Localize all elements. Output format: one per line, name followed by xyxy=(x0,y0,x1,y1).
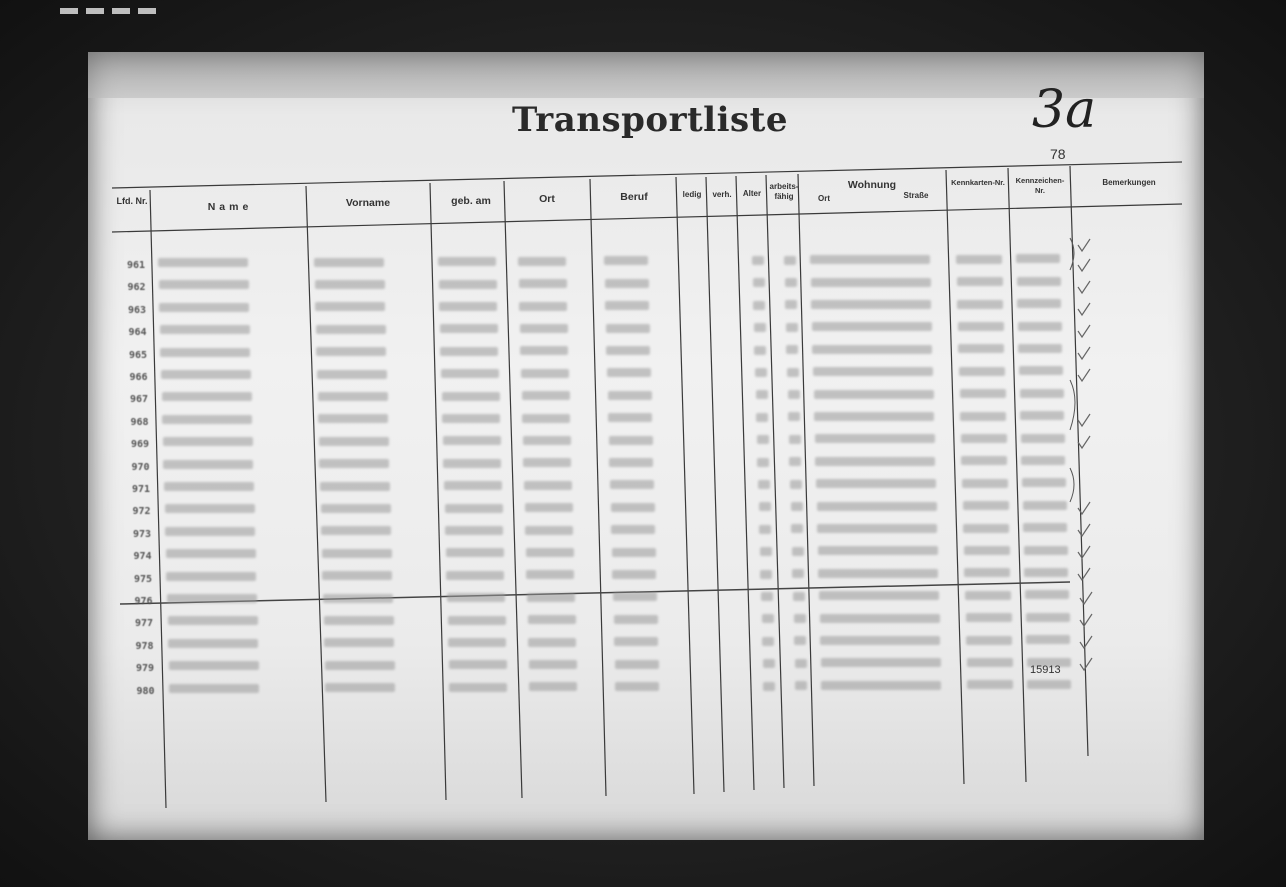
illegible-cell xyxy=(321,526,391,535)
illegible-cell xyxy=(606,346,650,355)
illegible-cell xyxy=(793,592,805,601)
illegible-cell xyxy=(818,546,938,555)
illegible-cell xyxy=(791,524,803,533)
row-number: 964 xyxy=(128,327,147,339)
illegible-cell xyxy=(612,548,656,557)
illegible-cell xyxy=(442,392,500,401)
illegible-cell xyxy=(320,482,390,491)
illegible-cell xyxy=(525,526,573,535)
illegible-cell xyxy=(788,390,800,399)
illegible-cell xyxy=(527,593,575,602)
illegible-cell xyxy=(526,548,574,557)
illegible-cell xyxy=(319,459,389,468)
illegible-cell xyxy=(810,255,930,264)
illegible-cell xyxy=(162,392,252,401)
illegible-cell xyxy=(1020,389,1064,398)
illegible-cell xyxy=(821,658,941,667)
row-number: 965 xyxy=(128,349,148,361)
illegible-cell xyxy=(1018,322,1062,331)
illegible-cell xyxy=(795,659,807,668)
illegible-cell xyxy=(792,569,804,578)
illegible-cell xyxy=(325,661,395,670)
illegible-cell xyxy=(816,479,936,488)
illegible-cell xyxy=(795,681,807,690)
row-number: 976 xyxy=(134,596,153,607)
illegible-cell xyxy=(163,437,253,446)
illegible-cell xyxy=(752,256,764,265)
illegible-cell xyxy=(967,658,1013,667)
illegible-cell xyxy=(615,660,659,669)
illegible-cell xyxy=(314,258,384,267)
illegible-cell xyxy=(1021,456,1065,465)
illegible-cell xyxy=(811,300,931,309)
header-vorname: Vorname xyxy=(345,197,391,209)
header-geb-am: geb. am xyxy=(451,195,491,207)
illegible-cell xyxy=(811,278,931,287)
illegible-cell xyxy=(519,279,567,288)
row-number: 978 xyxy=(135,640,154,652)
row-number: 967 xyxy=(129,394,149,406)
illegible-cell xyxy=(1027,680,1071,689)
illegible-cell xyxy=(961,434,1007,443)
illegible-cell xyxy=(524,481,572,490)
illegible-cell xyxy=(164,482,254,491)
illegible-cell xyxy=(758,480,770,489)
illegible-cell xyxy=(322,549,392,558)
illegible-cell xyxy=(440,347,498,356)
illegible-cell xyxy=(1023,501,1067,510)
illegible-cell xyxy=(610,480,654,489)
row-number: 961 xyxy=(126,260,146,271)
illegible-cell xyxy=(166,549,256,558)
illegible-cell xyxy=(759,525,771,534)
illegible-cell xyxy=(520,324,568,333)
illegible-cell xyxy=(325,683,395,692)
illegible-cell xyxy=(449,683,507,692)
illegible-cell xyxy=(168,616,258,625)
illegible-cell xyxy=(614,637,658,646)
illegible-cell xyxy=(757,435,769,444)
illegible-cell xyxy=(790,480,802,489)
row-number: 972 xyxy=(132,506,151,518)
illegible-cell xyxy=(964,568,1010,577)
illegible-cell xyxy=(785,278,797,287)
illegible-cell xyxy=(441,369,499,378)
illegible-cell xyxy=(324,616,394,625)
header-ledig: ledig xyxy=(682,190,702,199)
illegible-cell xyxy=(605,301,649,310)
illegible-cell xyxy=(1019,366,1063,375)
row-number: 968 xyxy=(130,416,149,428)
illegible-cell xyxy=(812,322,932,331)
illegible-cell xyxy=(522,414,570,423)
illegible-cell xyxy=(440,324,498,333)
illegible-cell xyxy=(788,412,800,421)
header-wohnung-ort: Ort xyxy=(818,194,830,203)
illegible-cell xyxy=(1024,568,1068,577)
header-beruf: Beruf xyxy=(620,191,648,203)
illegible-cell xyxy=(1023,523,1067,532)
illegible-cell xyxy=(815,457,935,466)
illegible-cell xyxy=(763,659,775,668)
illegible-cell xyxy=(445,504,503,513)
row-number: 973 xyxy=(132,528,152,540)
row-number: 962 xyxy=(127,282,146,294)
illegible-cell xyxy=(1017,277,1061,286)
illegible-cell xyxy=(753,278,765,287)
illegible-cell xyxy=(962,479,1008,488)
illegible-cell xyxy=(165,504,255,513)
illegible-cell xyxy=(160,325,250,334)
illegible-cell xyxy=(763,682,775,691)
illegible-cell xyxy=(324,638,394,647)
illegible-cell xyxy=(613,592,657,601)
illegible-cell xyxy=(522,391,570,400)
header-name: Name xyxy=(207,201,253,213)
illegible-cell xyxy=(609,458,653,467)
illegible-cell xyxy=(1026,613,1070,622)
header-lfd-nr: Lfd. Nr. xyxy=(116,196,148,206)
header-alter: Alter xyxy=(742,189,762,198)
illegible-cell xyxy=(162,415,252,424)
illegible-cell xyxy=(1025,590,1069,599)
illegible-cell xyxy=(607,368,651,377)
illegible-cell xyxy=(439,280,497,289)
illegible-cell xyxy=(163,460,253,469)
illegible-cell xyxy=(789,457,801,466)
illegible-cell xyxy=(523,436,571,445)
illegible-cell xyxy=(1020,411,1064,420)
illegible-cell xyxy=(323,594,393,603)
illegible-cell xyxy=(529,660,577,669)
illegible-cell xyxy=(443,436,501,445)
illegible-cell xyxy=(165,527,255,536)
illegible-cell xyxy=(521,369,569,378)
illegible-cell xyxy=(161,370,251,379)
illegible-cell xyxy=(966,613,1012,622)
illegible-cell xyxy=(438,257,496,266)
illegible-cell xyxy=(791,502,803,511)
illegible-cell xyxy=(315,302,385,311)
illegible-cell xyxy=(794,636,806,645)
row-number: 969 xyxy=(130,439,150,451)
illegible-cell xyxy=(786,323,798,332)
illegible-cell xyxy=(166,572,256,581)
illegible-cell xyxy=(753,301,765,310)
illegible-cell xyxy=(960,389,1006,398)
header-arbeitsfaehig: arbeits-fähig xyxy=(769,182,799,201)
illegible-cell xyxy=(1026,635,1070,644)
illegible-cell xyxy=(961,456,1007,465)
illegible-cell xyxy=(439,302,497,311)
illegible-cell xyxy=(1022,478,1066,487)
illegible-cell xyxy=(957,300,1003,309)
illegible-cell xyxy=(614,615,658,624)
illegible-cell xyxy=(762,637,774,646)
illegible-cell xyxy=(964,546,1010,555)
illegible-cell xyxy=(519,302,567,311)
illegible-cell xyxy=(321,504,391,513)
row-number: 974 xyxy=(133,551,152,563)
illegible-cell xyxy=(756,413,768,422)
illegible-cell xyxy=(818,569,938,578)
illegible-cell xyxy=(443,459,501,468)
illegible-cell xyxy=(167,594,257,603)
illegible-cell xyxy=(959,367,1005,376)
row-number: 970 xyxy=(131,461,150,473)
illegible-cell xyxy=(526,570,574,579)
header-wohnung-strasse: Straße xyxy=(903,191,929,200)
illegible-cell xyxy=(315,280,385,289)
illegible-cell xyxy=(754,346,766,355)
illegible-cell xyxy=(322,571,392,580)
illegible-cell xyxy=(612,570,656,579)
illegible-cell xyxy=(608,413,652,422)
illegible-cell xyxy=(958,322,1004,331)
illegible-cell xyxy=(787,368,799,377)
illegible-cell xyxy=(960,412,1006,421)
page-number: 78 xyxy=(1050,146,1066,162)
illegible-cell xyxy=(159,303,249,312)
illegible-cell xyxy=(318,414,388,423)
illegible-cell xyxy=(820,636,940,645)
illegible-cell xyxy=(528,615,576,624)
illegible-cell xyxy=(760,547,772,556)
illegible-cell xyxy=(442,414,500,423)
illegible-cell xyxy=(760,570,772,579)
header-verh: verh. xyxy=(712,190,732,199)
illegible-cell xyxy=(819,591,939,600)
illegible-cell xyxy=(813,367,933,376)
illegible-cell xyxy=(611,503,655,512)
illegible-cell xyxy=(814,412,934,421)
row-number: 977 xyxy=(134,618,154,630)
illegible-cell xyxy=(784,256,796,265)
illegible-cell xyxy=(792,547,804,556)
illegible-cell xyxy=(761,592,773,601)
illegible-cell xyxy=(317,370,387,379)
illegible-cell xyxy=(786,345,798,354)
illegible-cell xyxy=(318,392,388,401)
illegible-cell xyxy=(754,323,766,332)
illegible-cell xyxy=(812,345,932,354)
illegible-cell xyxy=(1024,546,1068,555)
illegible-cell xyxy=(967,680,1013,689)
illegible-cell xyxy=(606,324,650,333)
illegible-cell xyxy=(817,524,937,533)
illegible-cell xyxy=(759,502,771,511)
illegible-cell xyxy=(615,682,659,691)
illegible-cell xyxy=(520,346,568,355)
illegible-cell xyxy=(817,502,937,511)
illegible-cell xyxy=(316,347,386,356)
illegible-cell xyxy=(756,390,768,399)
illegible-cell xyxy=(958,344,1004,353)
illegible-cell xyxy=(169,661,259,670)
illegible-cell xyxy=(158,258,248,267)
illegible-cell xyxy=(966,636,1012,645)
illegible-cell xyxy=(757,458,769,467)
illegible-cell xyxy=(444,481,502,490)
row-number: 975 xyxy=(133,573,153,585)
row-number: 980 xyxy=(136,685,155,697)
header-kennzeichen-nr: Kennzeichen-Nr. xyxy=(1015,176,1065,195)
row-number: 971 xyxy=(131,484,151,495)
illegible-cell xyxy=(449,660,507,669)
header-ort: Ort xyxy=(539,193,555,205)
header-bemerkungen: Bemerkungen xyxy=(1102,178,1156,187)
illegible-cell xyxy=(518,257,566,266)
illegible-cell xyxy=(168,639,258,648)
illegible-cell xyxy=(528,638,576,647)
illegible-cell xyxy=(963,501,1009,510)
illegible-cell xyxy=(1017,299,1061,308)
illegible-cell xyxy=(1016,254,1060,263)
illegible-cell xyxy=(448,616,506,625)
illegible-cell xyxy=(525,503,573,512)
illegible-cell xyxy=(529,682,577,691)
illegible-cell xyxy=(609,436,653,445)
illegible-cell xyxy=(316,325,386,334)
illegible-cell xyxy=(169,684,259,693)
illegible-cell xyxy=(794,614,806,623)
row-number: 979 xyxy=(135,663,155,675)
row-number: 963 xyxy=(127,304,147,316)
illegible-cell xyxy=(1018,344,1062,353)
illegible-cell xyxy=(956,255,1002,264)
document-title: Transportliste xyxy=(511,100,788,140)
illegible-cell xyxy=(447,593,505,602)
illegible-cell xyxy=(605,279,649,288)
illegible-cell xyxy=(319,437,389,446)
illegible-cell xyxy=(965,591,1011,600)
illegible-cell xyxy=(608,391,652,400)
illegible-cell xyxy=(821,681,941,690)
illegible-cell xyxy=(963,524,1009,533)
illegible-cell xyxy=(448,638,506,647)
legible-kennzeichen-entry: 15913 xyxy=(1030,664,1061,676)
illegible-cell xyxy=(815,434,935,443)
header-wohnung: Wohnung xyxy=(847,179,897,191)
illegible-cell xyxy=(446,571,504,580)
illegible-cell xyxy=(755,368,767,377)
illegible-cell xyxy=(814,390,934,399)
illegible-cell xyxy=(789,435,801,444)
illegible-cell xyxy=(762,614,774,623)
illegible-cell xyxy=(785,300,797,309)
row-number: 966 xyxy=(129,372,148,383)
illegible-cell xyxy=(160,348,250,357)
illegible-cell xyxy=(159,280,249,289)
illegible-cell xyxy=(957,277,1003,286)
illegible-cell xyxy=(611,525,655,534)
header-kennkarten-nr: Kennkarten-Nr. xyxy=(951,178,1005,187)
illegible-cell xyxy=(604,256,648,265)
illegible-cell xyxy=(1021,434,1065,443)
illegible-cell xyxy=(446,548,504,557)
illegible-cell xyxy=(523,458,571,467)
handwritten-mark: 3a xyxy=(1032,80,1097,140)
illegible-cell xyxy=(820,614,940,623)
illegible-cell xyxy=(445,526,503,535)
